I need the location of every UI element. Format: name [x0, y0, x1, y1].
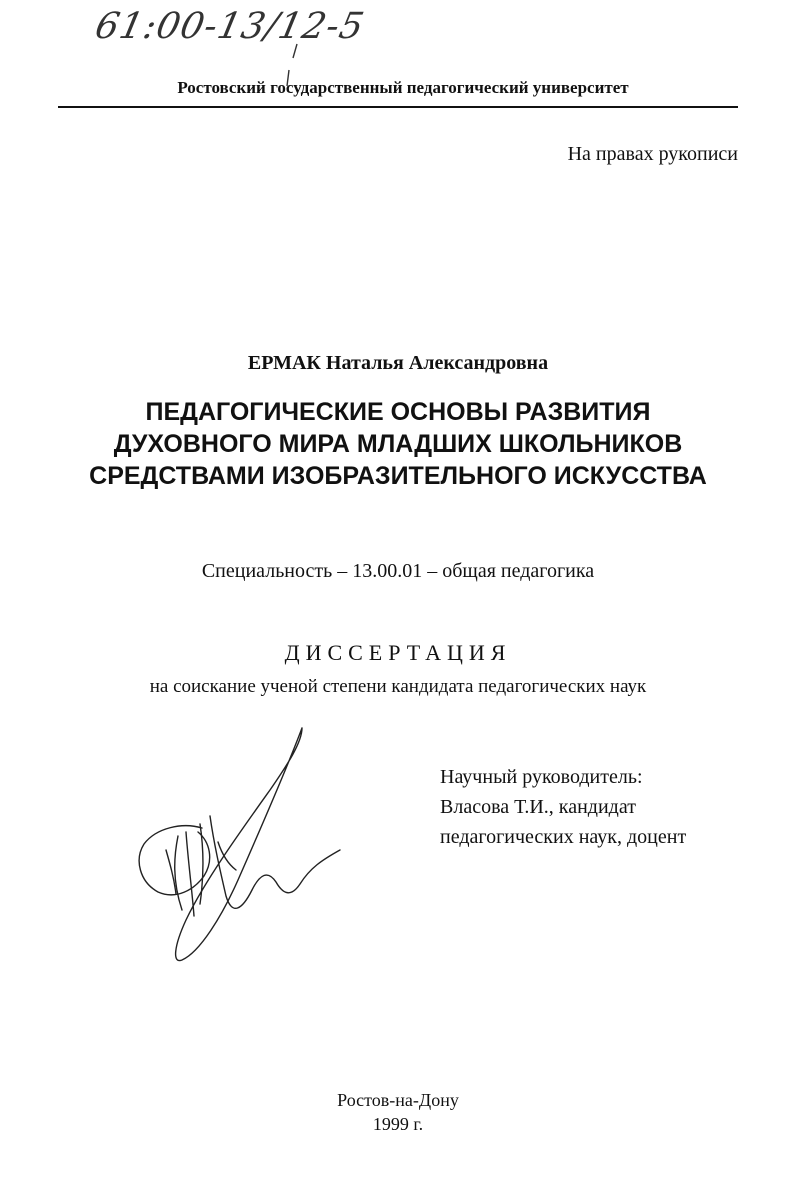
title-line-3: СРЕДСТВАМИ ИЗОБРАЗИТЕЛЬНОГО ИСКУССТВА	[89, 462, 707, 490]
supervisor-block	[440, 762, 686, 852]
signature	[130, 720, 360, 970]
supervisor-name: Власова Т.И., кандидат	[440, 796, 636, 818]
archive-code: 61:00-13/12-5	[91, 6, 369, 47]
degree-line: на соискание ученой степени кандидата педагогических наук	[149, 676, 647, 697]
city: Ростов-на-Дону	[337, 1090, 459, 1110]
document-type: ДИССЕРТАЦИЯ	[284, 640, 512, 665]
title-line-2: ДУХОВНОГО МИРА МЛАДШИХ ШКОЛЬНИКОВ	[113, 430, 683, 458]
header-divider	[58, 106, 738, 108]
title-line-1: ПЕДАГОГИЧЕСКИЕ ОСНОВЫ РАЗВИТИЯ	[145, 398, 651, 426]
year: 1999 г.	[372, 1114, 424, 1134]
dissertation-title	[0, 396, 796, 492]
manuscript-rights-note: На правах рукописи	[567, 143, 738, 165]
university-name: Ростовский государственный педагогический университет	[177, 78, 629, 97]
specialty-line: Специальность – 13.00.01 – общая педагогика	[201, 560, 595, 582]
author-name: ЕРМАК Наталья Александровна	[247, 352, 549, 374]
supervisor-label: Научный руководитель:	[440, 766, 643, 788]
supervisor-title: педагогических наук, доцент	[440, 826, 687, 848]
